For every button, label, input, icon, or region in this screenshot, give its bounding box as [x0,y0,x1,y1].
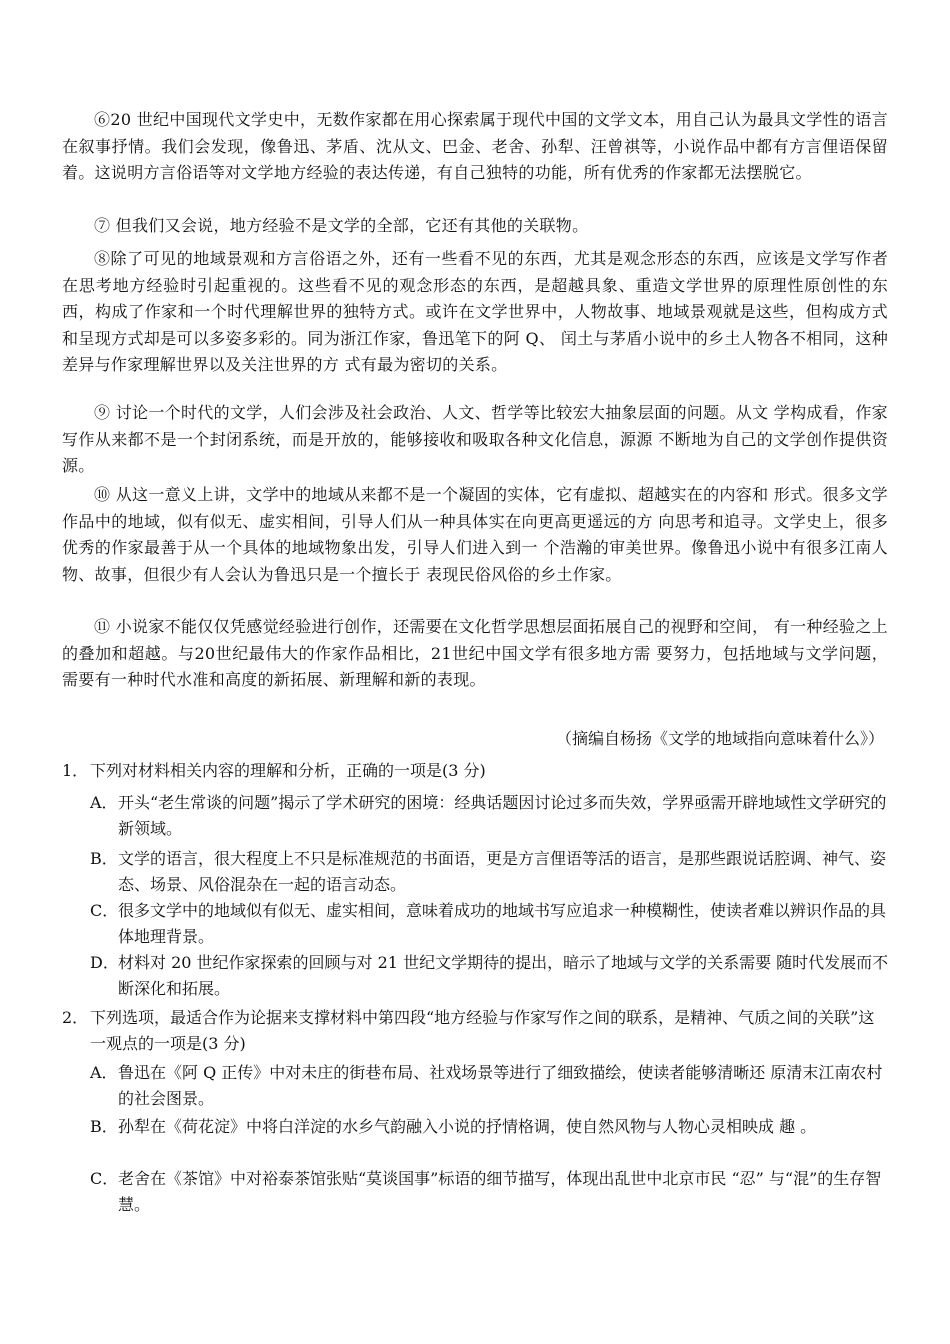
option-1d[interactable] [90,950,890,1002]
option-letter: A． [90,1063,118,1082]
option-1c[interactable] [90,898,890,950]
option-letter: B． [90,849,118,868]
option-2a[interactable] [90,1060,890,1112]
option-text: 很多文学中的地域似有似无、虚实相间，意味着成功的地域书写应追求一种模糊性，使读者难以辨识作品的具体地理背景。 [118,901,887,946]
option-letter: C． [90,901,119,920]
question-stem: 下列对材料相关内容的理解和分析，正确的一项是(3 分) [90,761,486,780]
paragraph-11: ⑪ 小说家不能仅仅凭感觉经验进行创作，还需要在文化哲学思想层面拓展自己的视野和空间， 有一种经验之上的叠加和超越。与20世纪最伟大的作家作品相比，21世纪中国文学有很多地方需 要努力，包括地域与文学问题，需要有一种时代水准和高度的新拓展、新理解和新的表现。 [62,617,888,689]
question-1 [62,758,888,784]
paragraph-7: ⑦ 但我们又会说，地方经验不是文学的全部，它还有其他的关联物。 [94,216,589,235]
option-1a[interactable] [90,790,890,842]
option-text: 开头“老生常谈的问题”揭示了学术研究的困境：经典话题因讨论过多而失效，学界亟需开辟地域性文学研究的新领域。 [118,793,887,838]
option-text: 鲁迅在《阿 Q 正传》中对未庄的街巷布局、社戏场景等进行了细致描绘，使读者能够清晰还 原清末江南农村的社会图景。 [118,1063,883,1108]
paragraph-10: ⑩ 从这一意义上讲，文学中的地域从来都不是一个凝固的实体，它有虚拟、超越实在的内容和 形式。很多文学作品中的地域，似有似无、虚实相间，引导人们从一种具体实在向更高更遥远的方 向思考和追寻。文学史上，很多优秀的作家最善于从一个具体的地域物象出发，引导人们进入到一 个浩瀚的审美世界。像鲁迅小说中有很多江南人物、故事，但很少有人会认为鲁迅只是一个擅长于 表现民俗风俗的乡土作家。 [62,485,888,584]
question-stem: 下列选项，最适合作为论据来支撑材料中第四段“地方经验与作家写作之间的联系，是精神、气质之间的关联”这一观点的一项是(3 分) [90,1008,875,1053]
option-letter: C． [90,1169,119,1188]
option-letter: D． [90,953,119,972]
option-2c[interactable] [90,1166,890,1218]
question-number: 1． [62,761,89,780]
option-letter: B． [90,1117,118,1136]
source-citation: （摘编自杨扬《文学的地域指向意味着什么》） [555,729,884,748]
option-2b[interactable] [90,1114,890,1140]
question-2 [62,1005,888,1057]
option-1b[interactable] [90,846,890,898]
question-number: 2． [62,1008,89,1027]
paragraph-6: ⑥20 世纪中国现代文学史中，无数作家都在用心探索属于现代中国的文学文本，用自己认为最具文学性的语言在叙事抒情。我们会发现，像鲁迅、茅盾、沈从文、巴金、老舍、孙犁、汪曾祺等，小说作品中都有方言俚语保留着。这说明方言俗语等对文学地方经验的表达传递，有自己独特的功能，所有优秀的作家都无法摆脱它。 [62,110,888,182]
paragraph-8: ⑧除了可见的地域景观和方言俗语之外，还有一些看不见的东西，尤其是观念形态的东西，应该是文学写作者在思考地方经验时引起重视的。这些看不见的观念形态的东西，是超越具象、重造文学世界的原理性原创性的东西，构成了作家和一个时代理解世界的独特方式。或许在文学世界中，人物故事、地域景观就是这些，但构成方式和呈现方式却是可以多姿多彩的。同为浙江作家，鲁迅笔下的阿 Q、 闰土与茅盾小说中的乡土人物各不相同，这种差异与作家理解世界以及关注世界的方 式有最为密切的关系。 [62,249,888,374]
option-text: 文学的语言，很大程度上不只是标准规范的书面语，更是方言俚语等活的语言，是那些跟说话腔调、神气、姿态、场景、风俗混杂在一起的语言动态。 [118,849,887,894]
option-letter: A． [90,793,118,812]
option-text: 孙犁在《荷花淀》中将白洋淀的水乡气韵融入小说的抒情格调，使自然风物与人物心灵相映成 趣 。 [118,1117,817,1136]
option-text: 材料对 20 世纪作家探索的回顾与对 21 世纪文学期待的提出，暗示了地域与文学的关系需要 随时代发展而不断深化和拓展。 [118,953,889,998]
paragraph-9: ⑨ 讨论一个时代的文学，人们会涉及社会政治、人文、哲学等比较宏大抽象层面的问题。从文 学构成看，作家写作从来都不是一个封闭系统，而是开放的，能够接收和吸取各种文化信息，源源 不断地为自己的文学创作提供资源。 [62,403,888,475]
option-text: 老舍在《茶馆》中对裕泰茶馆张贴“莫谈国事”标语的细节描写，体现出乱世中北京市民 “忍” 与“混”的生存智慧。 [118,1169,882,1214]
